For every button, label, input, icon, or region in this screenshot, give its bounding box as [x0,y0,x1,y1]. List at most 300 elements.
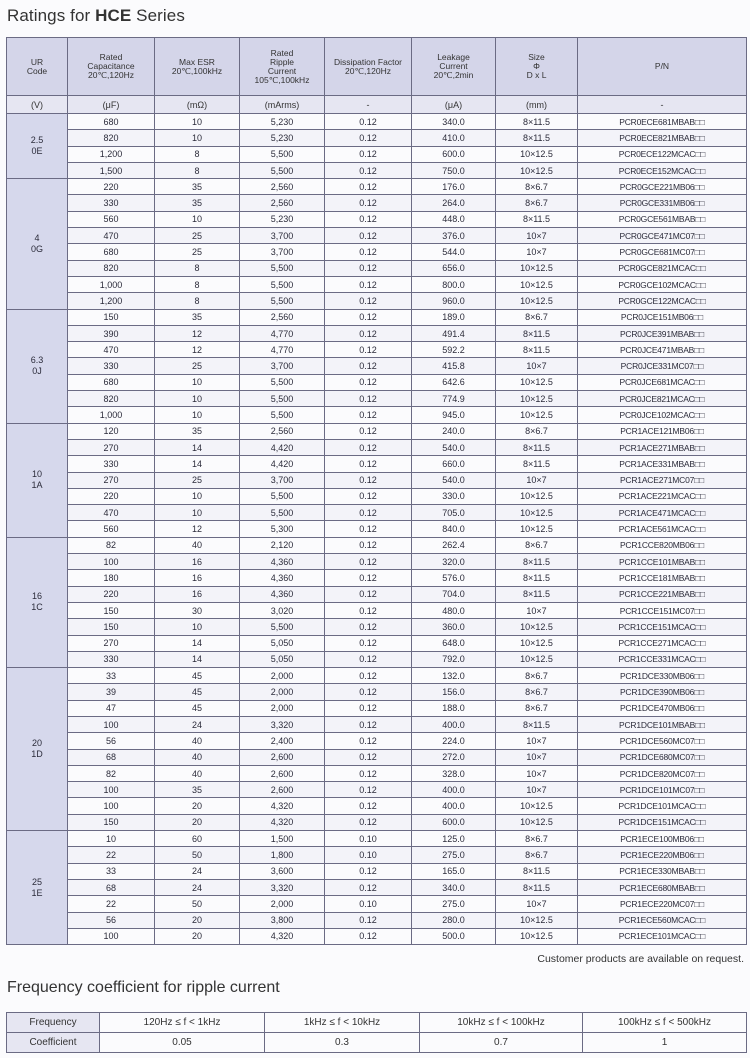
size-cell: 8×6.7 [496,423,578,439]
ripple-current-cell: 2,000 [240,896,325,912]
ripple-current-cell: 2,600 [240,765,325,781]
dissipation-factor-cell: 0.12 [325,244,412,260]
voltage-value: 10 [31,469,42,480]
capacitance-cell: 330 [68,195,155,211]
table-row [7,586,747,602]
capacitance-cell: 150 [68,814,155,830]
leakage-current-cell: 264.0 [412,195,496,211]
ripple-current-cell: 2,120 [240,537,325,553]
esr-cell: 8 [155,293,240,309]
capacitance-cell: 220 [68,488,155,504]
ripple-current-cell: 2,400 [240,733,325,749]
header-capacitance: Rated Capacitance 20℃,120Hz [68,38,155,96]
size-cell: 8×11.5 [496,211,578,227]
part-number-cell: PCR0GCE681MC07□□ [578,244,747,260]
dissipation-factor-cell: 0.12 [325,407,412,423]
esr-cell: 24 [155,716,240,732]
size-cell: 10×12.5 [496,814,578,830]
size-cell: 10×12.5 [496,488,578,504]
part-number-cell: PCR1DCE101MBAB□□ [578,716,747,732]
size-cell: 8×11.5 [496,879,578,895]
part-number-cell: PCR1DCE680MC07□□ [578,749,747,765]
unit-cell: (V) [7,96,68,114]
size-cell: 10×7 [496,749,578,765]
esr-cell: 50 [155,847,240,863]
leakage-current-cell: 224.0 [412,733,496,749]
table-row [7,928,747,944]
capacitance-cell: 1,200 [68,293,155,309]
capacitance-cell: 120 [68,423,155,439]
esr-cell: 16 [155,570,240,586]
part-number-cell: PCR0JCE681MCAC□□ [578,374,747,390]
esr-cell: 10 [155,114,240,130]
voltage-value: 20 [31,738,42,749]
esr-cell: 40 [155,749,240,765]
part-number-cell: PCR1ECE330MBAB□□ [578,863,747,879]
size-cell: 8×11.5 [496,863,578,879]
esr-cell: 40 [155,537,240,553]
part-number-cell: PCR0JCE471MBAB□□ [578,342,747,358]
table-row [7,342,747,358]
capacitance-cell: 680 [68,374,155,390]
dissipation-factor-cell: 0.12 [325,602,412,618]
dissipation-factor-cell: 0.12 [325,863,412,879]
voltage-code-cell [7,831,68,945]
voltage-value: 4 [34,232,40,243]
size-cell: 10×12.5 [496,276,578,292]
voltage-value: 16 [31,591,42,602]
voltage-code-cell [7,423,68,537]
esr-cell: 10 [155,374,240,390]
table-row [7,407,747,423]
size-cell: 10×12.5 [496,293,578,309]
esr-cell: 10 [155,407,240,423]
size-cell: 8×11.5 [496,325,578,341]
leakage-current-cell: 165.0 [412,863,496,879]
capacitance-cell: 1,200 [68,146,155,162]
table-row [7,619,747,635]
part-number-cell: PCR0GCE331MB06□□ [578,195,747,211]
page-title [7,6,185,26]
capacitance-cell: 82 [68,765,155,781]
size-cell: 8×11.5 [496,586,578,602]
table-row [7,814,747,830]
ripple-current-cell: 3,700 [240,358,325,374]
dissipation-factor-cell: 0.12 [325,472,412,488]
esr-cell: 24 [155,863,240,879]
capacitance-cell: 68 [68,749,155,765]
frequency-coefficient-table [6,1012,747,1053]
esr-cell: 25 [155,244,240,260]
size-cell: 8×6.7 [496,309,578,325]
size-cell: 10×7 [496,733,578,749]
part-number-cell: PCR1CCE101MBAB□□ [578,554,747,570]
leakage-current-cell: 592.2 [412,342,496,358]
size-cell: 10×12.5 [496,407,578,423]
ripple-current-cell: 5,500 [240,146,325,162]
voltage-code-cell [7,537,68,667]
part-number-cell: PCR1ACE331MBAB□□ [578,456,747,472]
leakage-current-cell: 792.0 [412,651,496,667]
leakage-current-cell: 774.9 [412,391,496,407]
size-cell: 10×7 [496,782,578,798]
part-number-cell: PCR0ECE152MCAC□□ [578,162,747,178]
part-number-cell: PCR1DCE151MCAC□□ [578,814,747,830]
ripple-current-cell: 4,420 [240,456,325,472]
ripple-current-cell: 3,700 [240,472,325,488]
esr-cell: 8 [155,146,240,162]
size-cell: 8×11.5 [496,456,578,472]
leakage-current-cell: 800.0 [412,276,496,292]
dissipation-factor-cell: 0.12 [325,879,412,895]
frequency-section-title: Frequency coefficient for ripple current [7,979,280,996]
capacitance-cell: 1,000 [68,276,155,292]
size-cell: 8×6.7 [496,847,578,863]
size-cell: 8×6.7 [496,668,578,684]
voltage-code: 1D [31,749,43,760]
esr-cell: 20 [155,798,240,814]
dissipation-factor-cell: 0.12 [325,700,412,716]
dissipation-factor-cell: 0.12 [325,684,412,700]
esr-cell: 25 [155,472,240,488]
capacitance-cell: 270 [68,472,155,488]
unit-cell: - [325,96,412,114]
part-number-cell: PCR0GCE561MBAB□□ [578,211,747,227]
ripple-current-cell: 4,420 [240,439,325,455]
ripple-current-cell: 5,230 [240,114,325,130]
part-number-cell: PCR1CCE331MCAC□□ [578,651,747,667]
part-number-cell: PCR0GCE122MCAC□□ [578,293,747,309]
unit-cell: (mm) [496,96,578,114]
dissipation-factor-cell: 0.12 [325,668,412,684]
size-cell: 8×6.7 [496,179,578,195]
part-number-cell: PCR1ACE271MBAB□□ [578,439,747,455]
esr-cell: 12 [155,325,240,341]
ripple-current-cell: 4,360 [240,586,325,602]
capacitance-cell: 100 [68,782,155,798]
table-row [7,439,747,455]
dissipation-factor-cell: 0.12 [325,586,412,602]
coefficient-value: 0.05 [100,1033,265,1053]
capacitance-cell: 150 [68,309,155,325]
capacitance-cell: 150 [68,619,155,635]
esr-cell: 10 [155,211,240,227]
dissipation-factor-cell: 0.12 [325,651,412,667]
table-row [7,602,747,618]
capacitance-cell: 100 [68,716,155,732]
ripple-current-cell: 5,500 [240,293,325,309]
ripple-current-cell: 4,770 [240,342,325,358]
ripple-current-cell: 3,700 [240,244,325,260]
ripple-current-cell: 1,500 [240,831,325,847]
part-number-cell: PCR0JCE391MBAB□□ [578,325,747,341]
ripple-current-cell: 5,500 [240,488,325,504]
esr-cell: 14 [155,651,240,667]
leakage-current-cell: 328.0 [412,765,496,781]
size-cell: 10×7 [496,765,578,781]
leakage-current-cell: 176.0 [412,179,496,195]
part-number-cell: PCR1ACE471MCAC□□ [578,505,747,521]
part-number-cell: PCR0GCE471MC07□□ [578,228,747,244]
table-row [7,635,747,651]
ripple-current-cell: 4,770 [240,325,325,341]
ripple-current-cell: 2,560 [240,423,325,439]
unit-cell: (mArms) [240,96,325,114]
table-row [7,325,747,341]
part-number-cell: PCR0JCE821MCAC□□ [578,391,747,407]
leakage-current-cell: 540.0 [412,472,496,488]
size-cell: 8×11.5 [496,114,578,130]
leakage-current-cell: 544.0 [412,244,496,260]
part-number-cell: PCR1ECE560MCAC□□ [578,912,747,928]
capacitance-cell: 330 [68,651,155,667]
part-number-cell: PCR1DCE390MB06□□ [578,684,747,700]
size-cell: 10×12.5 [496,619,578,635]
capacitance-cell: 22 [68,896,155,912]
table-row [7,912,747,928]
voltage-code-cell [7,668,68,831]
leakage-current-cell: 275.0 [412,847,496,863]
esr-cell: 8 [155,276,240,292]
capacitance-cell: 560 [68,521,155,537]
capacitance-cell: 180 [68,570,155,586]
voltage-code: 1A [31,480,43,491]
voltage-code: 1E [31,887,43,898]
size-cell: 8×11.5 [496,716,578,732]
dissipation-factor-cell: 0.12 [325,423,412,439]
ripple-current-cell: 5,500 [240,619,325,635]
customer-note: Customer products are available on request. [537,953,744,965]
table-row [7,668,747,684]
leakage-current-cell: 240.0 [412,423,496,439]
leakage-current-cell: 330.0 [412,488,496,504]
esr-cell: 20 [155,912,240,928]
table-row [7,130,747,146]
esr-cell: 35 [155,309,240,325]
ripple-current-cell: 5,500 [240,391,325,407]
leakage-current-cell: 400.0 [412,716,496,732]
part-number-cell: PCR0ECE681MBAB□□ [578,114,747,130]
esr-cell: 35 [155,179,240,195]
esr-cell: 10 [155,619,240,635]
size-cell: 10×12.5 [496,635,578,651]
part-number-cell: PCR1DCE330MB06□□ [578,668,747,684]
ripple-current-cell: 3,320 [240,879,325,895]
part-number-cell: PCR0JCE151MB06□□ [578,309,747,325]
part-number-cell: PCR1ECE101MCAC□□ [578,928,747,944]
part-number-cell: PCR1ECE220MB06□□ [578,847,747,863]
size-cell: 10×7 [496,472,578,488]
table-row [7,863,747,879]
leakage-current-cell: 491.4 [412,325,496,341]
voltage-value: 6.3 [30,355,44,366]
unit-cell: (μF) [68,96,155,114]
table-row [7,700,747,716]
frequency-range: 120Hz ≤ f < 1kHz [100,1013,265,1033]
esr-cell: 60 [155,831,240,847]
dissipation-factor-cell: 0.12 [325,228,412,244]
capacitance-cell: 1,000 [68,407,155,423]
dissipation-factor-cell: 0.12 [325,521,412,537]
leakage-current-cell: 576.0 [412,570,496,586]
capacitance-cell: 10 [68,831,155,847]
part-number-cell: PCR0ECE122MCAC□□ [578,146,747,162]
size-cell: 8×6.7 [496,195,578,211]
ripple-current-cell: 2,560 [240,179,325,195]
dissipation-factor-cell: 0.12 [325,716,412,732]
ripple-current-cell: 5,050 [240,651,325,667]
esr-cell: 45 [155,684,240,700]
table-row [7,749,747,765]
ripple-current-cell: 2,560 [240,309,325,325]
ripple-current-cell: 5,500 [240,260,325,276]
header-ripple-current: Rated Ripple Current 105℃,100kHz [240,38,325,96]
capacitance-cell: 270 [68,635,155,651]
dissipation-factor-cell: 0.10 [325,831,412,847]
leakage-current-cell: 656.0 [412,260,496,276]
header-ur-code: UR Code [7,38,68,96]
voltage-code-cell [7,179,68,309]
table-row [7,244,747,260]
capacitance-cell: 33 [68,668,155,684]
ripple-current-cell: 4,360 [240,570,325,586]
ripple-current-cell: 3,600 [240,863,325,879]
size-cell: 8×6.7 [496,537,578,553]
table-row [7,374,747,390]
leakage-current-cell: 704.0 [412,586,496,602]
size-cell: 10×12.5 [496,162,578,178]
ripple-current-cell: 5,230 [240,130,325,146]
table-row [7,733,747,749]
table-row [7,521,747,537]
table-row [7,260,747,276]
table-row [7,179,747,195]
table-row [7,358,747,374]
capacitance-cell: 33 [68,863,155,879]
capacitance-cell: 39 [68,684,155,700]
table-row [7,423,747,439]
leakage-current-cell: 410.0 [412,130,496,146]
size-cell: 8×11.5 [496,130,578,146]
leakage-current-cell: 340.0 [412,879,496,895]
voltage-value: 25 [31,876,42,887]
leakage-current-cell: 642.6 [412,374,496,390]
size-cell: 8×11.5 [496,439,578,455]
coefficient-label: Coefficient [7,1033,100,1053]
ripple-current-cell: 4,320 [240,798,325,814]
leakage-current-cell: 188.0 [412,700,496,716]
part-number-cell: PCR1DCE820MC07□□ [578,765,747,781]
voltage-code: 0E [31,146,43,157]
esr-cell: 50 [155,896,240,912]
voltage-code: 0G [30,243,43,254]
part-number-cell: PCR1ECE680MBAB□□ [578,879,747,895]
table-row [7,798,747,814]
leakage-current-cell: 600.0 [412,146,496,162]
part-number-cell: PCR1CCE820MB06□□ [578,537,747,553]
leakage-current-cell: 280.0 [412,912,496,928]
capacitance-cell: 56 [68,733,155,749]
units-row [7,96,747,114]
part-number-cell: PCR0GCE102MCAC□□ [578,276,747,292]
unit-cell: - [578,96,747,114]
esr-cell: 40 [155,733,240,749]
part-number-cell: PCR0JCE331MC07□□ [578,358,747,374]
voltage-code: 0J [32,366,42,377]
size-cell: 10×7 [496,228,578,244]
part-number-cell: PCR0ECE821MBAB□□ [578,130,747,146]
part-number-cell: PCR1CCE181MBAB□□ [578,570,747,586]
capacitance-cell: 22 [68,847,155,863]
dissipation-factor-cell: 0.12 [325,733,412,749]
capacitance-cell: 220 [68,586,155,602]
dissipation-factor-cell: 0.12 [325,195,412,211]
table-row [7,228,747,244]
dissipation-factor-cell: 0.12 [325,374,412,390]
dissipation-factor-cell: 0.12 [325,179,412,195]
dissipation-factor-cell: 0.12 [325,309,412,325]
ripple-current-cell: 5,230 [240,211,325,227]
table-row [7,488,747,504]
part-number-cell: PCR1ACE271MC07□□ [578,472,747,488]
frequency-row [7,1013,747,1033]
ripple-current-cell: 3,700 [240,228,325,244]
coefficient-value: 0.3 [265,1033,420,1053]
table-row [7,847,747,863]
table-row [7,782,747,798]
ratings-body [7,114,747,945]
capacitance-cell: 68 [68,879,155,895]
header-pn: P/N [578,38,747,96]
esr-cell: 20 [155,814,240,830]
esr-cell: 35 [155,195,240,211]
title-suffix: Series [131,6,185,25]
leakage-current-cell: 960.0 [412,293,496,309]
dissipation-factor-cell: 0.12 [325,782,412,798]
size-cell: 10×12.5 [496,146,578,162]
part-number-cell: PCR1CCE271MCAC□□ [578,635,747,651]
leakage-current-cell: 480.0 [412,602,496,618]
capacitance-cell: 47 [68,700,155,716]
ripple-current-cell: 5,300 [240,521,325,537]
esr-cell: 16 [155,586,240,602]
dissipation-factor-cell: 0.12 [325,912,412,928]
esr-cell: 45 [155,668,240,684]
unit-cell: (μA) [412,96,496,114]
capacitance-cell: 470 [68,505,155,521]
dissipation-factor-cell: 0.12 [325,325,412,341]
esr-cell: 16 [155,554,240,570]
capacitance-cell: 680 [68,244,155,260]
esr-cell: 10 [155,488,240,504]
dissipation-factor-cell: 0.10 [325,847,412,863]
esr-cell: 35 [155,782,240,798]
ripple-current-cell: 4,360 [240,554,325,570]
leakage-current-cell: 660.0 [412,456,496,472]
table-row [7,146,747,162]
leakage-current-cell: 415.8 [412,358,496,374]
coefficient-value: 1 [583,1033,747,1053]
table-row [7,651,747,667]
dissipation-factor-cell: 0.12 [325,505,412,521]
dissipation-factor-cell: 0.12 [325,439,412,455]
leakage-current-cell: 448.0 [412,211,496,227]
esr-cell: 14 [155,439,240,455]
size-cell: 8×11.5 [496,570,578,586]
table-row [7,309,747,325]
part-number-cell: PCR1ACE221MCAC□□ [578,488,747,504]
esr-cell: 12 [155,521,240,537]
